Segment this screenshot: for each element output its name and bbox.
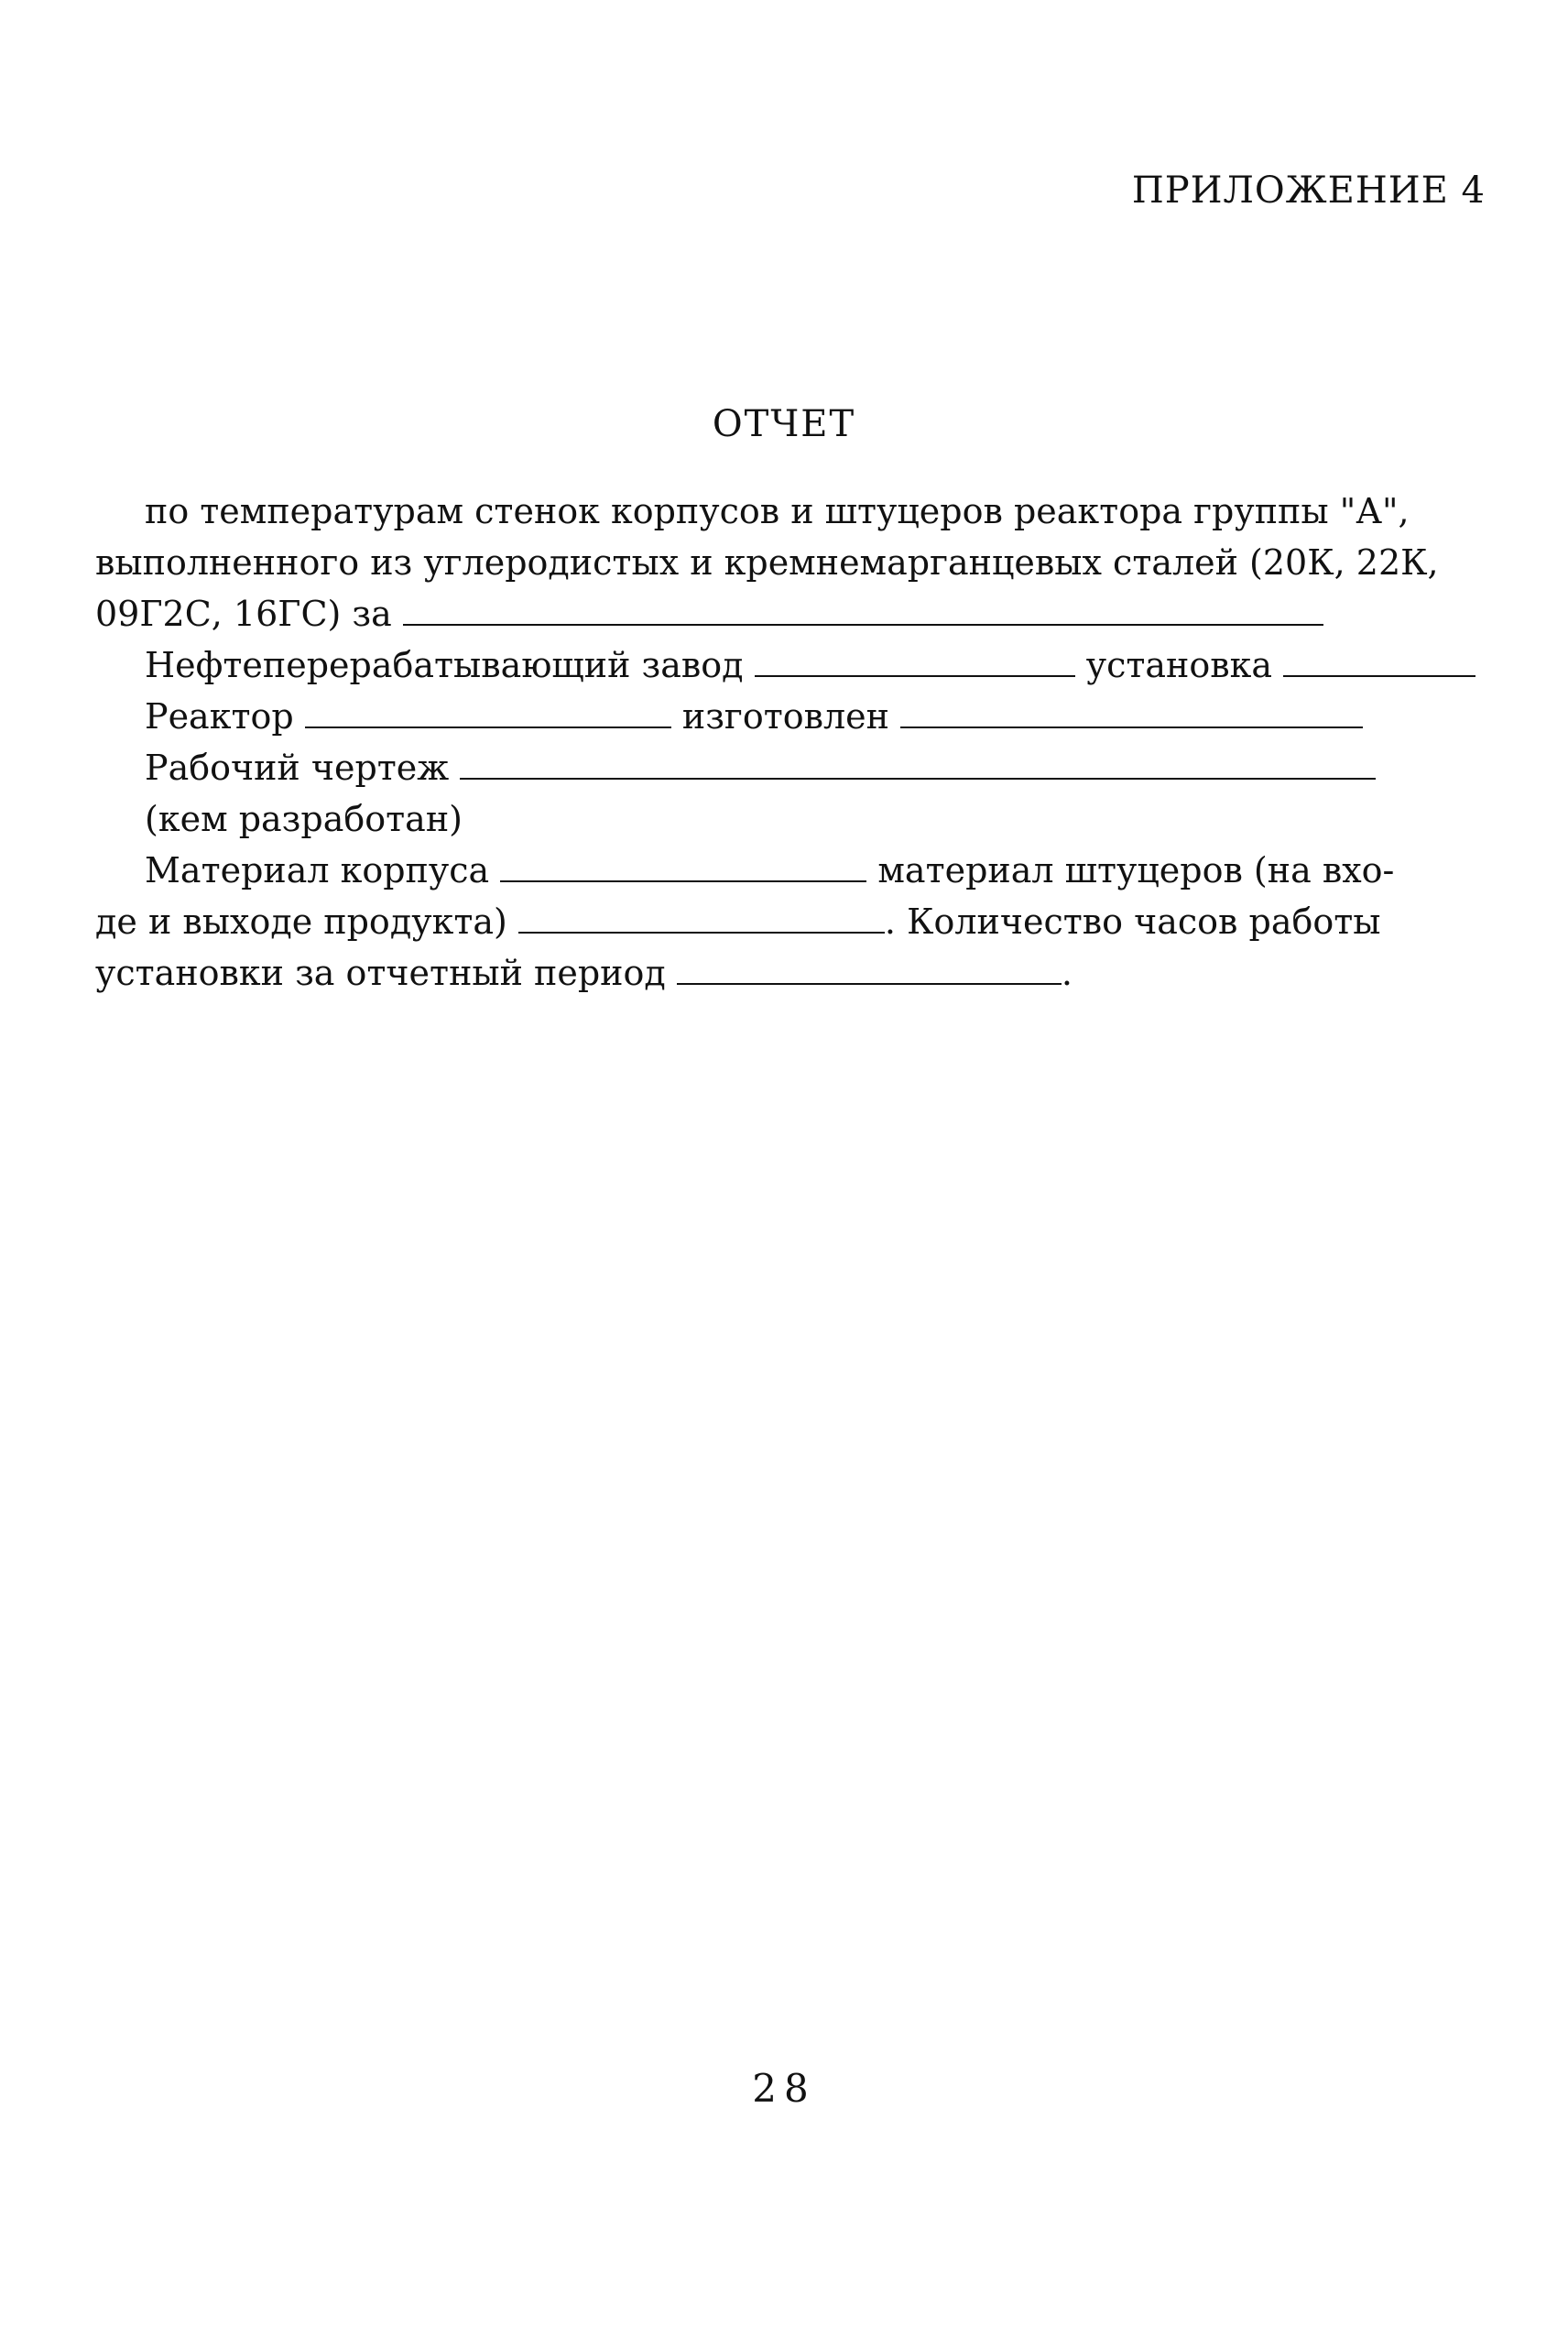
drawing-line xyxy=(95,742,1478,793)
body-material-blank[interactable] xyxy=(500,849,866,882)
appendix-heading: ПРИЛОЖЕНИЕ 4 xyxy=(1131,169,1486,212)
hours-label: . Количество часов работы xyxy=(884,901,1381,942)
nozzle-material-label: материал штуцеров (на вхо- xyxy=(877,850,1395,890)
intro-line-2: выполненного из углеродистых и кремнемарганцевых сталей (20К, 22К, xyxy=(95,542,1439,583)
nozzle-material-blank[interactable] xyxy=(518,901,885,934)
report-form xyxy=(95,486,1478,999)
page-number: 28 xyxy=(752,2066,816,2111)
material-line xyxy=(95,845,1478,896)
manufactured-label: изготовлен xyxy=(681,696,889,737)
refinery-label: Нефтеперерабатывающий завод xyxy=(145,645,744,685)
drawing-label: Рабочий чертеж xyxy=(145,748,450,788)
reactor-line xyxy=(95,691,1478,742)
period-blank[interactable] xyxy=(403,593,1323,626)
nozzle-material-cont: де и выходе продукта) xyxy=(95,901,507,942)
nozzle-material-line xyxy=(95,896,1478,947)
hours-blank[interactable] xyxy=(677,952,1062,985)
developed-by-line: (кем разработан) xyxy=(145,799,463,839)
period-line xyxy=(95,947,1478,999)
period-end: . xyxy=(1061,953,1073,993)
reactor-blank[interactable] xyxy=(305,695,671,728)
report-title: ОТЧЕТ xyxy=(712,403,856,445)
unit-label: установка xyxy=(1085,645,1273,685)
period-label: установки за отчетный период xyxy=(95,953,666,993)
intro-line-3 xyxy=(95,588,1478,639)
unit-blank[interactable] xyxy=(1283,644,1475,677)
reactor-label: Реактор xyxy=(145,696,294,737)
refinery-blank[interactable] xyxy=(755,644,1075,677)
intro-line-1: по температурам стенок корпусов и штуцеров реактора группы "А", xyxy=(145,491,1410,531)
intro-line-3-text: 09Г2С, 16ГС) за xyxy=(95,594,392,634)
refinery-line xyxy=(95,639,1478,691)
manufactured-blank[interactable] xyxy=(900,695,1363,728)
body-material-label: Материал корпуса xyxy=(145,850,490,890)
drawing-blank[interactable] xyxy=(460,747,1376,780)
